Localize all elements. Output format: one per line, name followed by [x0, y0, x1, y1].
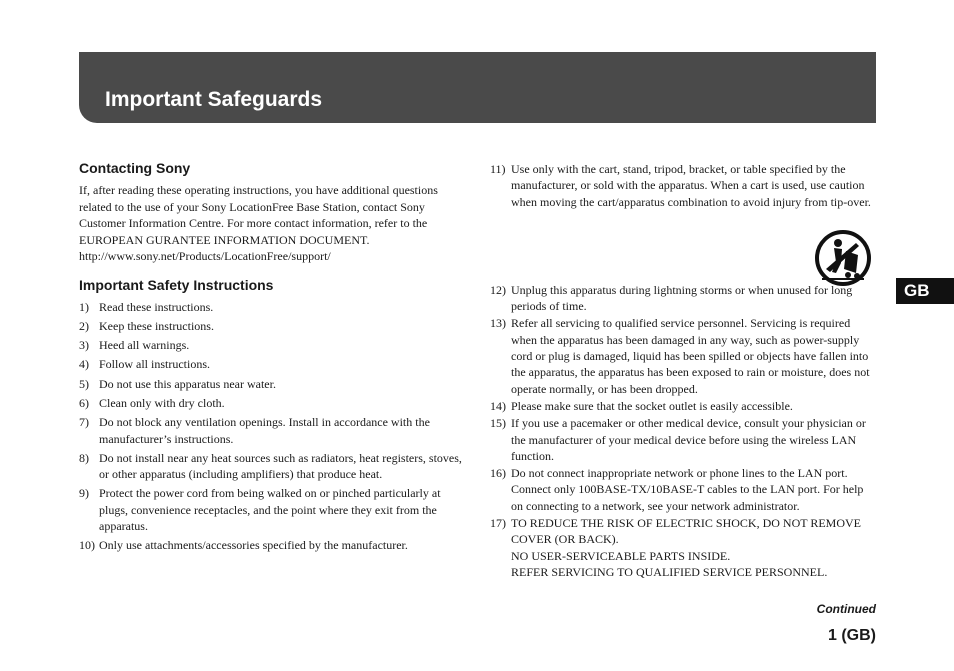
item-text: Refer all servicing to qualified service personnel. Servicing is required when the apparatus has been damaged in any way, such as power-supply cord or plug is damaged, liquid has been spilled or objects have fallen into the apparatus, the apparatus has been exposed to rain or moisture, does not operate normally, or has been dropped. — [511, 316, 870, 396]
item-text: Heed all warnings. — [99, 338, 190, 353]
item-number: 14) — [490, 398, 506, 413]
item-text: Unplug this apparatus during lightning storms or when unused for long periods of time. — [511, 282, 853, 314]
list-item — [79, 318, 469, 334]
list-item — [79, 356, 469, 372]
item-text: Do not use this apparatus near water. — [99, 376, 276, 391]
item-number: 12) — [490, 282, 506, 297]
item-text: If you use a pacemaker or other medical device, consult your physician or the manufacturer of your medical device before using the wireless LAN function. — [511, 416, 866, 463]
item-number: 8) — [79, 450, 89, 465]
language-tab: GB — [896, 278, 954, 304]
item-number: 15) — [490, 416, 506, 431]
header-banner — [79, 52, 876, 123]
item-text: TO REDUCE THE RISK OF ELECTRIC SHOCK, DO NOT REMOVE COVER (OR BACK). — [511, 516, 862, 547]
item-text: Clean only with dry cloth. — [99, 395, 225, 410]
item-text: Please make sure that the socket outlet is easily accessible. — [511, 398, 793, 413]
item-number: 4) — [79, 357, 89, 372]
contacting-sony-body: If, after reading these operating instructions, you have additional questions related to the use of your Sony LocationFree Base Station, contact Sony Customer Information Centre. For more contact information, refer to the EUROPEAN GURANTEE INFORMATION DOCUMENT. http://www.sony.net/Products/LocationFree/support/ — [79, 183, 438, 263]
item-text: Use only with the cart, stand, tripod, bracket, or table specified by the manufacturer, or sold with the apparatus. When a cart is used, use caution when moving the cart/apparatus combination to avoid injury from tip-over. — [511, 162, 871, 209]
item-text-line: NO USER-SERVICEABLE PARTS INSIDE. — [511, 548, 731, 563]
page-title: Important Safeguards — [105, 88, 323, 111]
item-number: 2) — [79, 318, 89, 333]
item-number: 6) — [79, 395, 89, 410]
item-number: 11) — [490, 162, 506, 176]
contacting-sony-heading: Contacting Sony — [79, 160, 191, 176]
safety-list-right — [490, 282, 878, 580]
item-number: 9) — [79, 486, 89, 501]
page-number: 1 (GB) — [828, 627, 876, 644]
item-number: 13) — [490, 316, 506, 331]
item-text: Read these instructions. — [99, 299, 214, 314]
list-item — [79, 376, 469, 392]
item-text: Protect the power cord from being walked on or pinched particularly at plugs, convenience receptacles, and the point where they exit from the apparatus. — [99, 486, 441, 534]
item-text: Do not install near any heat sources such as radiators, heat registers, stoves, or other apparatus (including amplifiers) that produce heat. — [99, 450, 462, 482]
item-number: 10) — [79, 538, 95, 553]
item-number: 5) — [79, 376, 89, 391]
left-column — [79, 160, 469, 557]
list-item — [79, 337, 469, 353]
safety-item-11 — [490, 161, 878, 210]
safety-list-left — [79, 299, 469, 554]
list-item — [490, 315, 878, 396]
item-text: Do not block any ventilation openings. Install in accordance with the manufacturer’s instructions. — [99, 415, 430, 446]
safety-instructions-heading: Important Safety Instructions — [79, 276, 274, 293]
item-text: Only use attachments/accessories specified by the manufacturer. — [99, 538, 408, 553]
list-item — [490, 515, 878, 580]
item-number: 17) — [490, 516, 506, 531]
item-number: 16) — [490, 466, 506, 481]
list-item — [490, 398, 878, 414]
list-item — [490, 465, 878, 514]
right-column — [490, 161, 878, 581]
list-item — [79, 299, 469, 315]
item-number: 7) — [79, 415, 89, 430]
list-item — [490, 161, 878, 210]
item-text: Follow all instructions. — [99, 357, 210, 372]
list-item — [79, 414, 469, 447]
list-item — [79, 485, 469, 534]
item-number: 1) — [79, 299, 89, 314]
list-item — [79, 450, 469, 483]
list-item — [79, 395, 469, 411]
item-text-line: REFER SERVICING TO QUALIFIED SERVICE PERSONNEL. — [511, 564, 828, 579]
continued-label: Continued — [816, 602, 876, 616]
item-number: 3) — [79, 338, 89, 353]
list-item — [79, 537, 469, 553]
item-text: Do not connect inappropriate network or phone lines to the LAN port. Connect only 100BASE-TX/10BASE-T cables to the LAN port. For help on connecting to a network, see your network administrator. — [511, 466, 864, 513]
item-text: Keep these instructions. — [99, 318, 214, 333]
cart-tipover-warning-icon — [812, 229, 874, 287]
list-item — [490, 415, 878, 464]
